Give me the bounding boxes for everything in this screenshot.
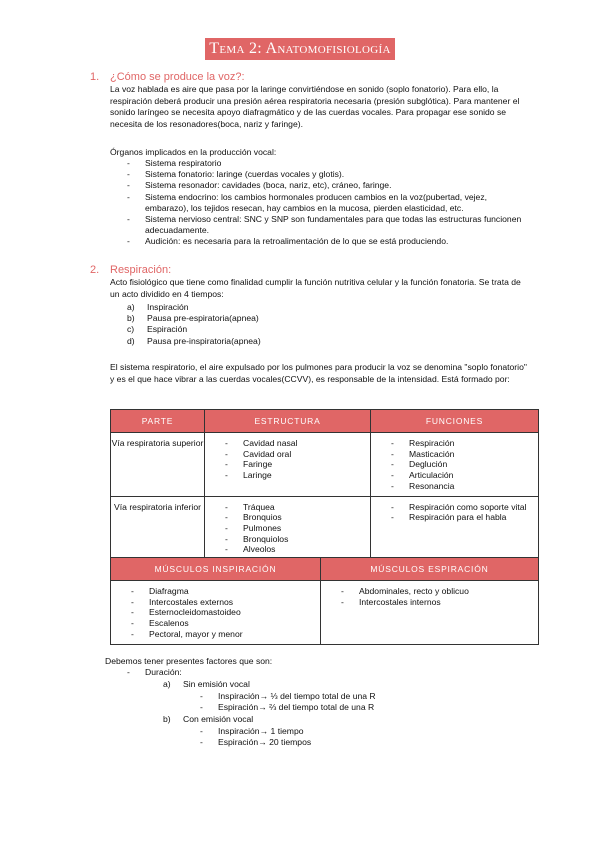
table-header-row (111, 558, 539, 581)
muscles-table (110, 557, 539, 645)
list-item: - Sistema fonatorio: laringe (cuerdas vocales y glotis). (127, 169, 345, 180)
section1-title: ¿Cómo se produce la voz?: (110, 71, 245, 83)
section1-paragraph: La voz hablada es aire que pasa por la laringe convirtiéndose en sonido (soplo fonatorio). Para ello, la respiración deberá producir una presión aérea respiratoria necesaria (presión subglótica). Para mantener el sonido laríngeo se necesita apoyo diafragmático y de las cuerdas vocales. Para propagar ese sonido se necesita de los resonadores(boca, nariz y faringe). (110, 84, 520, 130)
duration-list (127, 667, 427, 678)
cell-parte: Vía respiratoria inferior (111, 496, 205, 560)
list-item: - Espiración→ ⅔ del tiempo total de una R (200, 702, 375, 713)
cell-musculos-inspiracion: - Diafragma - Intercostales externos - Esternocleidomastoideo - Escalenos - Pectoral, mayor y menor (111, 581, 321, 645)
duration-a (163, 679, 463, 690)
table-header-row (111, 410, 539, 433)
header-musculos-espiracion: MÚSCULOS ESPIRACIÓN (321, 558, 539, 581)
duration-b (163, 714, 463, 725)
list-item: a) Sin emisión vocal (163, 679, 250, 689)
header-parte: PARTE (111, 410, 205, 433)
section2-heading (90, 264, 171, 276)
list-item: - Inspiración→ ⅓ del tiempo total de una R (200, 691, 376, 701)
page-title: Tema 2: Anatomofisiología (205, 38, 394, 60)
list-item: - Sistema respiratorio (127, 158, 222, 168)
cell-funciones: - Respiración - Masticación - Deglución - Articulación - Resonancia (371, 433, 539, 497)
header-funciones: FUNCIONES (371, 410, 539, 433)
factors-intro: Debemos tener presentes factores que son: (105, 656, 273, 666)
list-item: - Sistema endocrino: los cambios hormonales producen cambios en la voz(pubertad, vejez, embarazo), los tejidos resecan, hay cambios en la mucosa, pierden elasticidad, etc. (127, 191, 488, 213)
cell-estructura: - Cavidad nasal - Cavidad oral - Faringe - Laringe (205, 433, 371, 497)
header-estructura: ESTRUCTURA (205, 410, 371, 433)
cell-estructura: - Tráquea - Bronquios - Pulmones - Bronquiolos - Alveolos (205, 496, 371, 560)
table-row (111, 433, 539, 497)
cell-funciones: - Respiración como soporte vital - Respiración para el habla (371, 496, 539, 560)
organs-list (127, 158, 527, 248)
list-item: - Duración: (127, 667, 182, 677)
header-musculos-inspiracion: MÚSCULOS INSPIRACIÓN (111, 558, 321, 581)
list-item: d) Pausa pre-inspiratoria(apnea) (127, 335, 261, 346)
section1-heading (90, 71, 245, 83)
list-item: b) Con emisión vocal (163, 714, 254, 724)
list-item: a) Inspiración (127, 302, 189, 312)
title-wrap (0, 38, 600, 60)
list-item: - Audición: es necesaria para la retroalimentación de lo que se está produciendo. (127, 236, 449, 247)
cell-parte: Vía respiratoria superior (111, 433, 205, 497)
phases-list (127, 302, 427, 347)
system-paragraph: El sistema respiratorio, el aire expulsado por los pulmones para producir la voz se denomina "soplo fonatorio" y es el que hace vibrar a las cuerdas vocales(CCVV), es responsable de la intensidad. Está formado por: (110, 362, 527, 384)
organs-intro: Órganos implicados en la producción vocal: (110, 147, 277, 157)
section2-paragraph: Acto fisiológico que tiene como finalidad cumplir la función nutritiva celular y la función fonatoria. Se trata de un acto dividido en 4 tiempos: (110, 277, 521, 299)
respiratory-table (110, 409, 539, 560)
table-row (111, 581, 539, 645)
section2-title: Respiración: (110, 264, 172, 276)
list-item: b) Pausa pre-espiratoria(apnea) (127, 313, 259, 324)
list-item: c) Espiración (127, 324, 188, 335)
section1-number: 1. (90, 71, 100, 83)
list-item: - Espiración→ 20 tiempos (200, 737, 312, 748)
section2-number: 2. (90, 264, 100, 276)
duration-b-items (200, 726, 500, 748)
list-item: - Sistema resonador: cavidades (boca, nariz, etc), cráneo, faringe. (127, 180, 392, 191)
table-row (111, 496, 539, 560)
duration-a-items (200, 691, 500, 713)
cell-musculos-espiracion: - Abdominales, recto y oblicuo - Intercostales internos (321, 581, 539, 645)
list-item: - Inspiración→ 1 tiempo (200, 726, 304, 736)
list-item: - Sistema nervioso central: SNC y SNP son fundamentales para que todas las estructuras funcionen adecuadamente. (127, 214, 522, 236)
